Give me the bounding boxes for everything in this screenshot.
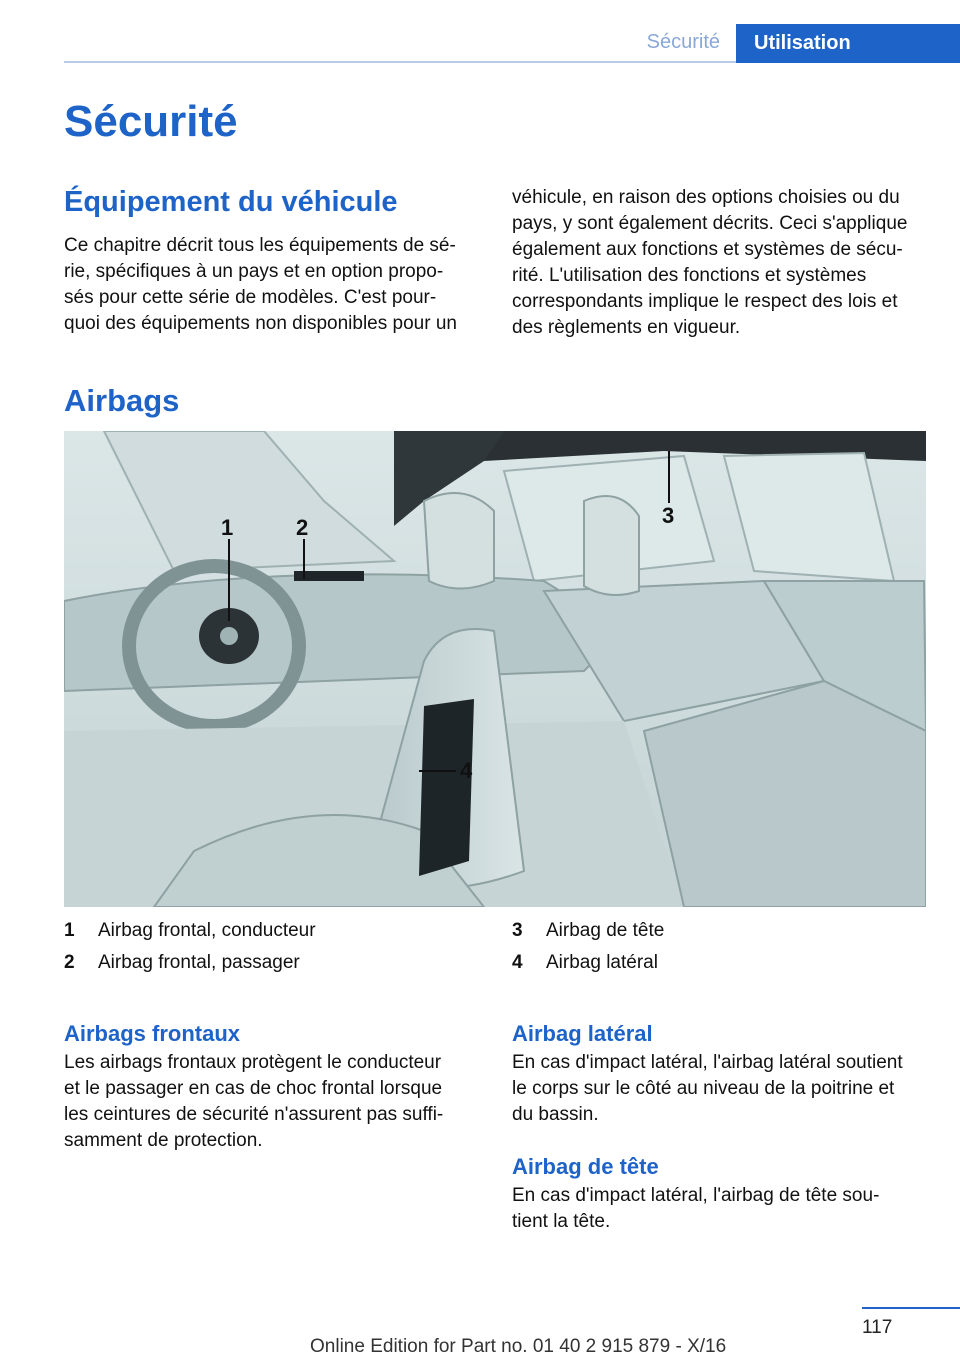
section-heading-airbags: Airbags (64, 383, 180, 418)
legend-item (512, 947, 664, 979)
legend-label: Airbag latéral (546, 952, 658, 973)
callout-1: 1 (221, 515, 234, 540)
text-line: En cas d'impact latéral, l'airbag latéral soutient (512, 1052, 903, 1073)
callout-3: 3 (662, 503, 675, 528)
text-line: le corps sur le côté au niveau de la poitrine et (512, 1078, 895, 1099)
legend-item (64, 947, 316, 979)
legend-number: 1 (64, 920, 75, 941)
airbag-figure (64, 431, 926, 907)
airbags-frontaux-text (64, 1050, 484, 1154)
text-line: également aux fonctions et systèmes de sécu- (512, 239, 903, 260)
text-line: pays, y sont également décrits. Ceci s'applique (512, 213, 908, 234)
figure-legend-right (512, 915, 664, 979)
subheading-airbag-tete: Airbag de tête (512, 1154, 659, 1179)
text-line: et le passager en cas de choc frontal lorsque (64, 1078, 443, 1099)
text-line: sés pour cette série de modèles. C'est pour- (64, 287, 437, 308)
text-line: quoi des équipements non disponibles pour un (64, 313, 457, 334)
text-line: du bassin. (512, 1104, 599, 1125)
text-line: rie, spécifiques à un pays et en option propo- (64, 261, 444, 282)
airbag-tete-text (512, 1183, 942, 1235)
legend-label: Airbag frontal, passager (98, 952, 300, 973)
airbag-lateral-text (512, 1050, 942, 1128)
subheading-airbags-frontaux: Airbags frontaux (64, 1021, 241, 1046)
footer-rule (862, 1307, 960, 1309)
text-line: les ceintures de sécurité n'assurent pas suffi- (64, 1104, 444, 1125)
legend-label: Airbag de tête (546, 920, 665, 941)
legend-number: 4 (512, 952, 523, 973)
section-heading-equipement: Équipement du véhicule (64, 186, 398, 218)
edition-footer: Online Edition for Part no. 01 40 2 915 879 - X/16 (310, 1336, 727, 1357)
text-line: rité. L'utilisation des fonctions et systèmes (512, 265, 867, 286)
text-line: En cas d'impact latéral, l'airbag de tête sou- (512, 1185, 880, 1206)
text-line: des règlements en vigueur. (512, 317, 741, 338)
header-rule (64, 61, 736, 63)
text-line: samment de protection. (64, 1130, 263, 1151)
text-line: Ce chapitre décrit tous les équipements de sé- (64, 235, 456, 256)
page-number: 117 (862, 1317, 893, 1338)
chapter-title: Sécurité (64, 97, 238, 146)
subheading-airbag-lateral: Airbag latéral (512, 1021, 653, 1046)
legend-item (512, 915, 664, 947)
legend-label: Airbag frontal, conducteur (98, 920, 316, 941)
text-line: véhicule, en raison des options choisies ou du (512, 187, 900, 208)
text-line: correspondants implique le respect des lois et (512, 291, 898, 312)
legend-item (64, 915, 316, 947)
section1-column-right (512, 185, 942, 341)
text-line: Les airbags frontaux protègent le conducteur (64, 1052, 442, 1073)
figure-legend-left (64, 915, 316, 979)
callout-4: 4 (460, 758, 473, 783)
car-interior-illustration (64, 431, 926, 907)
tab-utilisation[interactable]: Utilisation (736, 24, 960, 63)
text-line: tient la tête. (512, 1211, 611, 1232)
section1-column-left (64, 233, 484, 337)
tab-securite[interactable]: Sécurité (646, 31, 720, 53)
legend-number: 2 (64, 952, 75, 973)
callout-2: 2 (296, 515, 309, 540)
legend-number: 3 (512, 920, 523, 941)
